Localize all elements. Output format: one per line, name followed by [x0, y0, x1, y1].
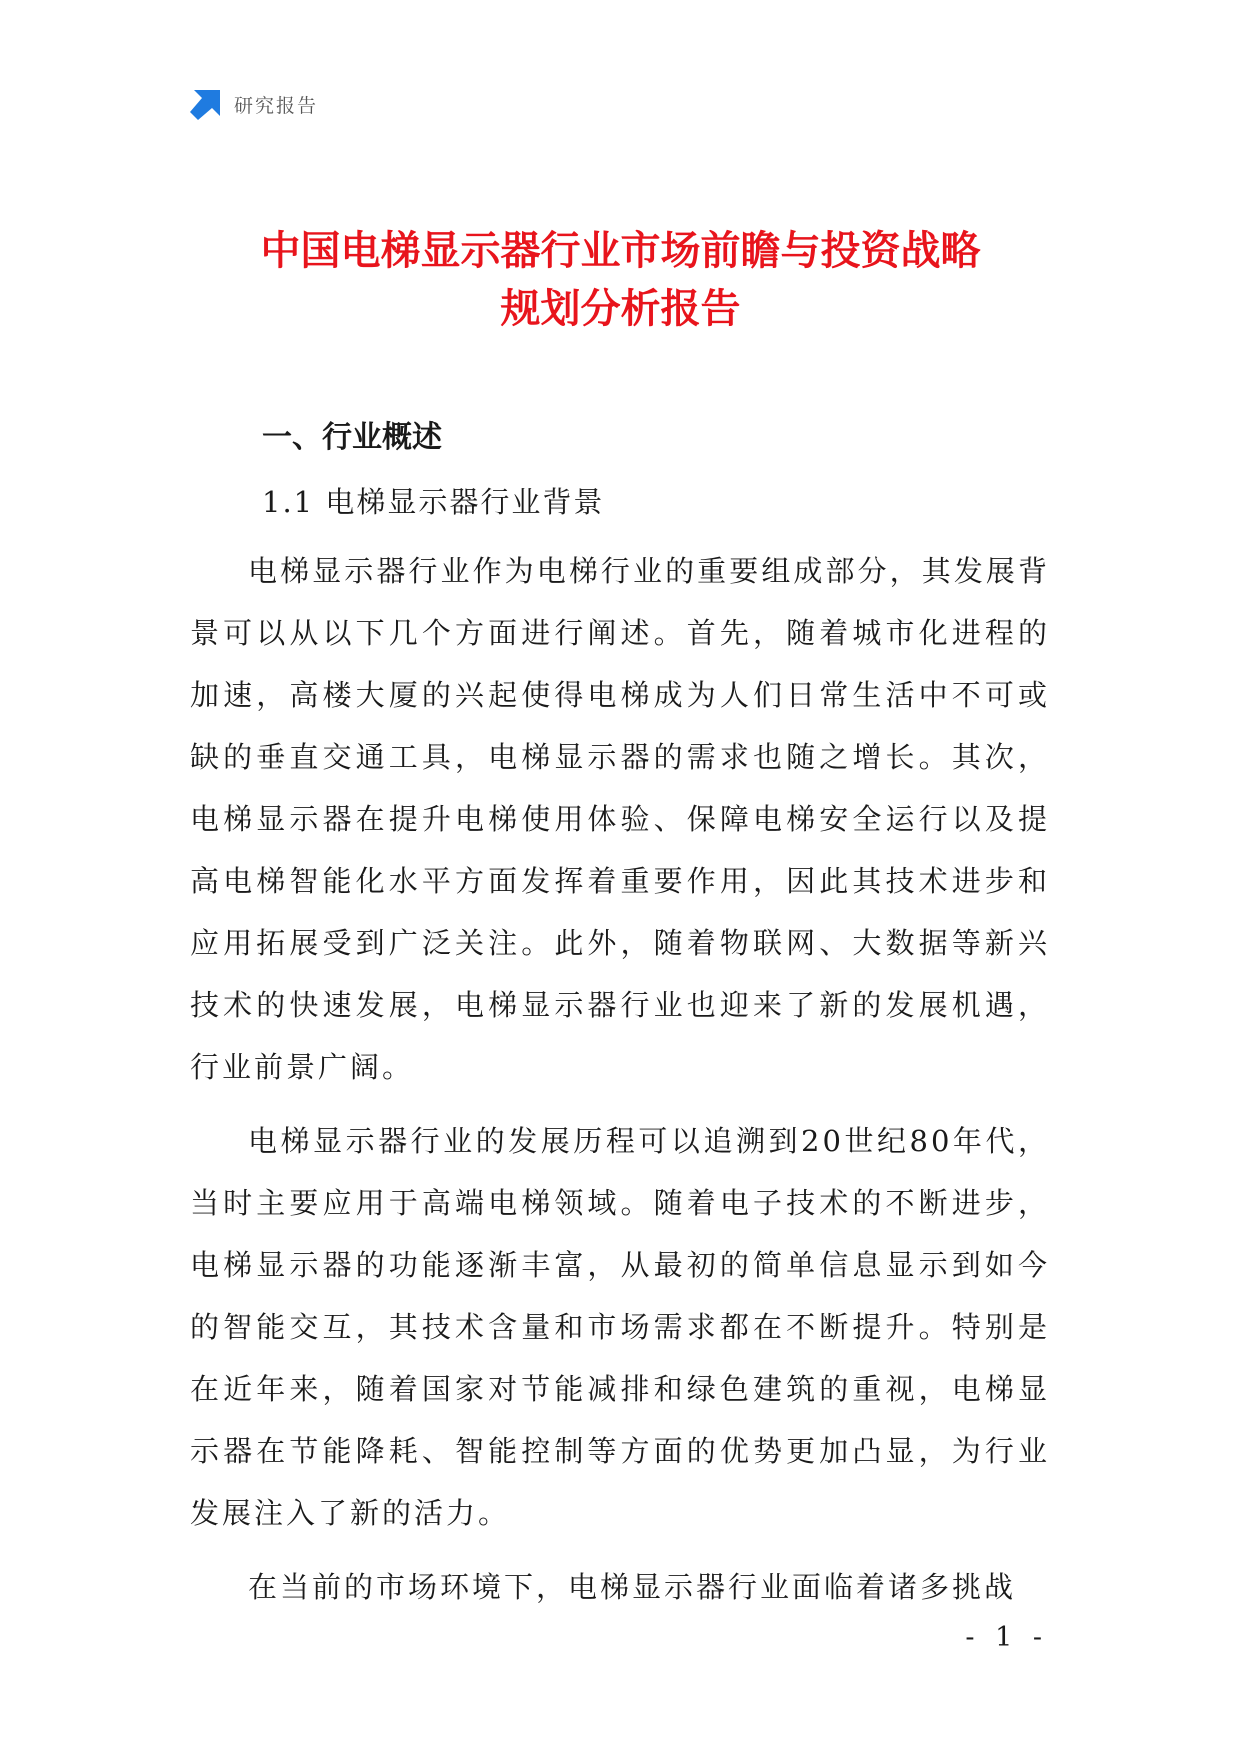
section-subheading: 1.1 电梯显示器行业背景 [262, 485, 605, 519]
paragraph-1: 电梯显示器行业作为电梯行业的重要组成部分，其发展背景可以从以下几个方面进行阐述。首先，随着城市化进程的加速，高楼大厦的兴起使得电梯成为人们日常生活中不可或缺的垂直交通工具，电梯显示器的需求也随之增长。其次，电梯显示器在提升电梯使用体验、保障电梯安全运行以及提高电梯智能化水平方面发挥着重要作用，因此其技术进步和应用拓展受到广泛关注。此外，随着物联网、大数据等新兴技术的快速发展，电梯显示器行业也迎来了新的发展机遇，行业前景广阔。 [190, 554, 1050, 1084]
page-number: - 1 - [965, 1622, 1048, 1653]
paragraph-2: 电梯显示器行业的发展历程可以追溯到20世纪80年代，当时主要应用于高端电梯领域。随着电子技术的不断进步，电梯显示器的功能逐渐丰富，从最初的简单信息显示到如今的智能交互，其技术含量和市场需求都在不断提升。特别是在近年来，随着国家对节能减排和绿色建筑的重视，电梯显示器在节能降耗、智能控制等方面的优势更加凸显，为行业发展注入了新的活力。 [190, 1124, 1050, 1530]
body-text [190, 540, 1050, 1630]
title-line-1: 中国电梯显示器行业市场前瞻与投资战略 [260, 228, 981, 274]
page-header [190, 88, 318, 120]
section-heading: 一、行业概述 [262, 420, 442, 455]
document-title [160, 222, 1081, 338]
arrow-up-right-icon [190, 88, 222, 120]
paragraph-3: 在当前的市场环境下，电梯显示器行业面临着诸多挑战 [248, 1570, 1017, 1604]
title-line-2: 规划分析报告 [500, 286, 741, 332]
header-label: 研究报告 [234, 94, 319, 117]
